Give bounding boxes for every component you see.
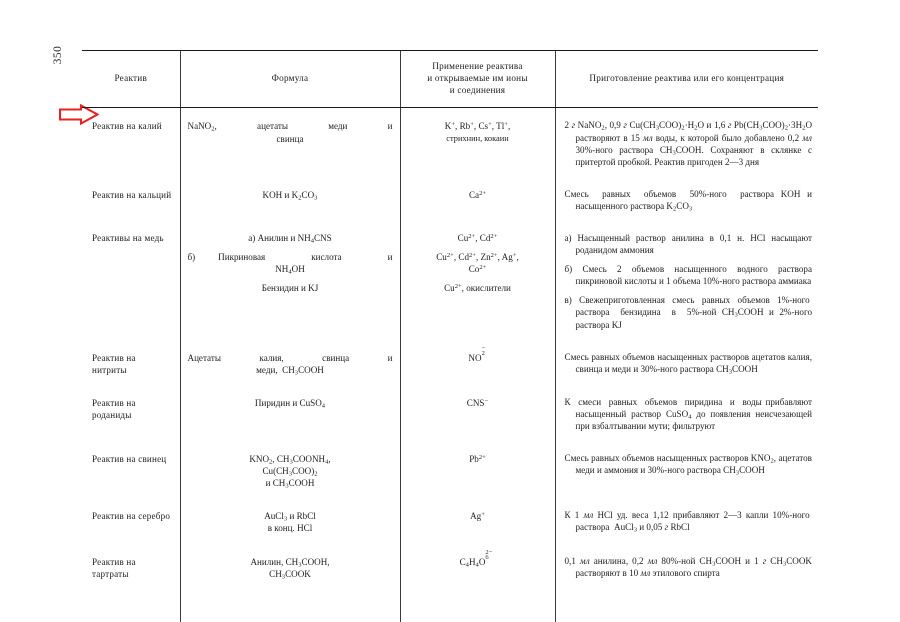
column-header-preparation: Приготовление реактива или его концентрация <box>555 51 818 108</box>
table-row <box>82 177 818 221</box>
cell-reagent <box>82 177 180 221</box>
reagent-name: Реактив на нитриты <box>92 352 136 375</box>
formula-item-a: а) Анилин и $NH_4CNS$ <box>248 232 332 245</box>
cell-formula <box>180 221 400 340</box>
table-body <box>82 108 818 622</box>
ions-text: $Pb^{2+}$ <box>469 454 486 465</box>
ions-text <box>401 221 555 303</box>
preparation-text: К 1 мл HCl уд. веса 1,12 прибавляют 2—3 капли 10%-ного раствора AuCl$_3$ и 0,05 г RbCl <box>564 510 812 534</box>
cell-preparation <box>555 221 818 340</box>
formula-item-b: б) Пикриновая кислота и $NH_4OH$ <box>187 252 393 276</box>
ions-text: CNS− <box>466 397 489 408</box>
cell-formula <box>180 340 400 385</box>
cell-formula <box>180 177 400 221</box>
reagent-name: Реактивы на медь <box>92 232 164 243</box>
reagents-table <box>82 50 818 622</box>
preparation-text: 2 г NaNO$_2$, 0,9 г $Cu(CH_3COO)_2\cdot H_2O$ и 1,6 г $Pb(CH_3COO)_2\cdot 3H_2O$ растворяют в 15 мл воды, к которой было добавлено 0,2 мл 30%-ного раствора $CH_3COOH$. Сохраняют в склянке с притертой пробкой. Реактив пригоден 2—3 дня <box>564 120 813 167</box>
cell-preparation <box>555 340 818 385</box>
reagent-name: Реактив на свинец <box>92 454 167 465</box>
ions-text: K+, Rb+, Cs+, Tl+, стрихнин, кокаин <box>444 121 511 143</box>
preparation-text: К смеси равных объемов пиридина и воды прибавляют насыщенный раствор CuSO$_4$ до появления неисчезающей при взбалтывании мути; фильтруют <box>564 396 812 432</box>
reagent-name: Реактив на тартраты <box>92 556 136 579</box>
cell-formula <box>180 544 400 622</box>
table-row <box>82 544 818 622</box>
column-header-application-line3: и соединения <box>449 85 506 96</box>
ions-text: NO 2 − <box>468 344 486 363</box>
reagent-name: Реактив на роданиды <box>92 397 136 420</box>
ions-item-v: $Cu^{2+}$, окислители <box>444 283 511 294</box>
cell-preparation <box>555 177 818 221</box>
reagent-name: Реактив на серебро <box>92 511 171 522</box>
cell-reagent <box>82 340 180 385</box>
reagent-name: Реактив на кальций <box>92 189 172 200</box>
cell-preparation <box>555 385 818 441</box>
preparation-text: 0,1 мл анилина, 0,2 мл 80%-ной $CH_3COOH$ и 1 г $CH_3COOK$ растворяют в 10 мл этилового спирта <box>564 555 812 578</box>
preparation-item-b: б) Смесь 2 объемов насыщенного водного раствора пикриновой кислоты и 1 объема 10%-ного раствора аммиака <box>564 264 812 287</box>
formula-text: KOH и $K_2CO_3$ <box>262 189 318 202</box>
table-row <box>82 441 818 498</box>
cell-ions <box>400 498 555 543</box>
table-header <box>82 51 818 108</box>
formula-text: NaNO$_2$, ацетаты меди и свинца <box>187 121 393 144</box>
cell-formula <box>180 108 400 177</box>
table-row <box>82 340 818 385</box>
preparation-text <box>556 221 819 340</box>
ions-text: $C_4H_4O$ 6 2− <box>459 548 493 569</box>
cell-ions <box>400 544 555 622</box>
cell-ions <box>400 340 555 385</box>
cell-reagent <box>82 221 180 340</box>
cell-formula <box>180 441 400 498</box>
table-header-row <box>82 51 818 108</box>
table-row <box>82 498 818 543</box>
reagent-name: Реактив на калий <box>92 121 162 132</box>
cell-reagent <box>82 544 180 622</box>
ions-item-a: $Cu^{2+}$, $Cd^{2+}$ <box>457 232 498 243</box>
preparation-text: Смесь равных объемов 50%-ного раствора KOH и насыщенного раствора $K_2CO_3$ <box>564 188 812 213</box>
cell-formula <box>180 385 400 441</box>
ions-text: $Ca^{2+}$ <box>468 189 487 200</box>
ions-item-b: $Cu^{2+}$, $Cd^{2+}$, $Zn^{2+}$, Ag+, $Co^{2+}$ <box>436 252 519 275</box>
formula-text: $KNO_2$, $CH_3COONH_4$, $Cu(CH_3COO)_2$ и $CH_3COOH$ <box>249 454 331 490</box>
table-row <box>82 108 818 177</box>
ions-text: Ag+ <box>470 511 485 522</box>
cell-ions <box>400 221 555 340</box>
cell-preparation <box>555 498 818 543</box>
preparation-text: Смесь равных объемов насыщенных растворов $KNO_2$, ацетатов меди и аммония и 30%-ного раствора $CH_3COOH$ <box>564 453 812 477</box>
column-header-application-line2: и открываемые им ионы <box>427 73 528 84</box>
formula-text: Пиридин и CuSO$_4$ <box>254 397 326 410</box>
table-row <box>82 385 818 441</box>
cell-ions <box>400 441 555 498</box>
cell-ions <box>400 385 555 441</box>
preparation-item-v: в) Свежеприготовленная смесь равных объемов 1%-ного раствора бензидина в 5%-ной $CH_3COOH$ и 2%-ного раствора KJ <box>564 295 813 330</box>
column-header-application-line1: Применение реактива <box>432 61 523 71</box>
cell-ions <box>400 177 555 221</box>
column-header-application <box>400 51 555 108</box>
cell-preparation <box>555 544 818 622</box>
cell-reagent <box>82 498 180 543</box>
column-header-reagent: Реактив <box>82 51 180 108</box>
cell-formula <box>180 498 400 543</box>
cell-reagent <box>82 108 180 177</box>
formula-text: AuCl$_3$ и RbCl в конц. HCl <box>264 511 316 534</box>
formula-text: Анилин, $CH_3COOH$, $CH_3COOK$ <box>250 556 330 581</box>
table-row <box>82 221 818 340</box>
cell-preparation <box>555 108 818 177</box>
page-number: 350 <box>52 45 64 65</box>
cell-ions <box>400 108 555 177</box>
formula-item-v: Бензидин и KJ <box>261 283 319 294</box>
cell-reagent <box>82 441 180 498</box>
formula-text <box>181 221 400 303</box>
cell-preparation <box>555 441 818 498</box>
preparation-item-a: а) Насыщенный раствор анилина в 0,1 н. HCl насыщают роданидом аммония <box>564 232 812 256</box>
column-header-formula: Формула <box>180 51 400 108</box>
cell-reagent <box>82 385 180 441</box>
preparation-text: Смесь равных объемов насыщенных растворов ацетатов калия, свинца и меди и 30%-ного раствора $CH_3COOH$ <box>564 351 812 376</box>
formula-text: Ацетаты калия, свинца и меди, $CH_3COOH$ <box>187 352 393 377</box>
